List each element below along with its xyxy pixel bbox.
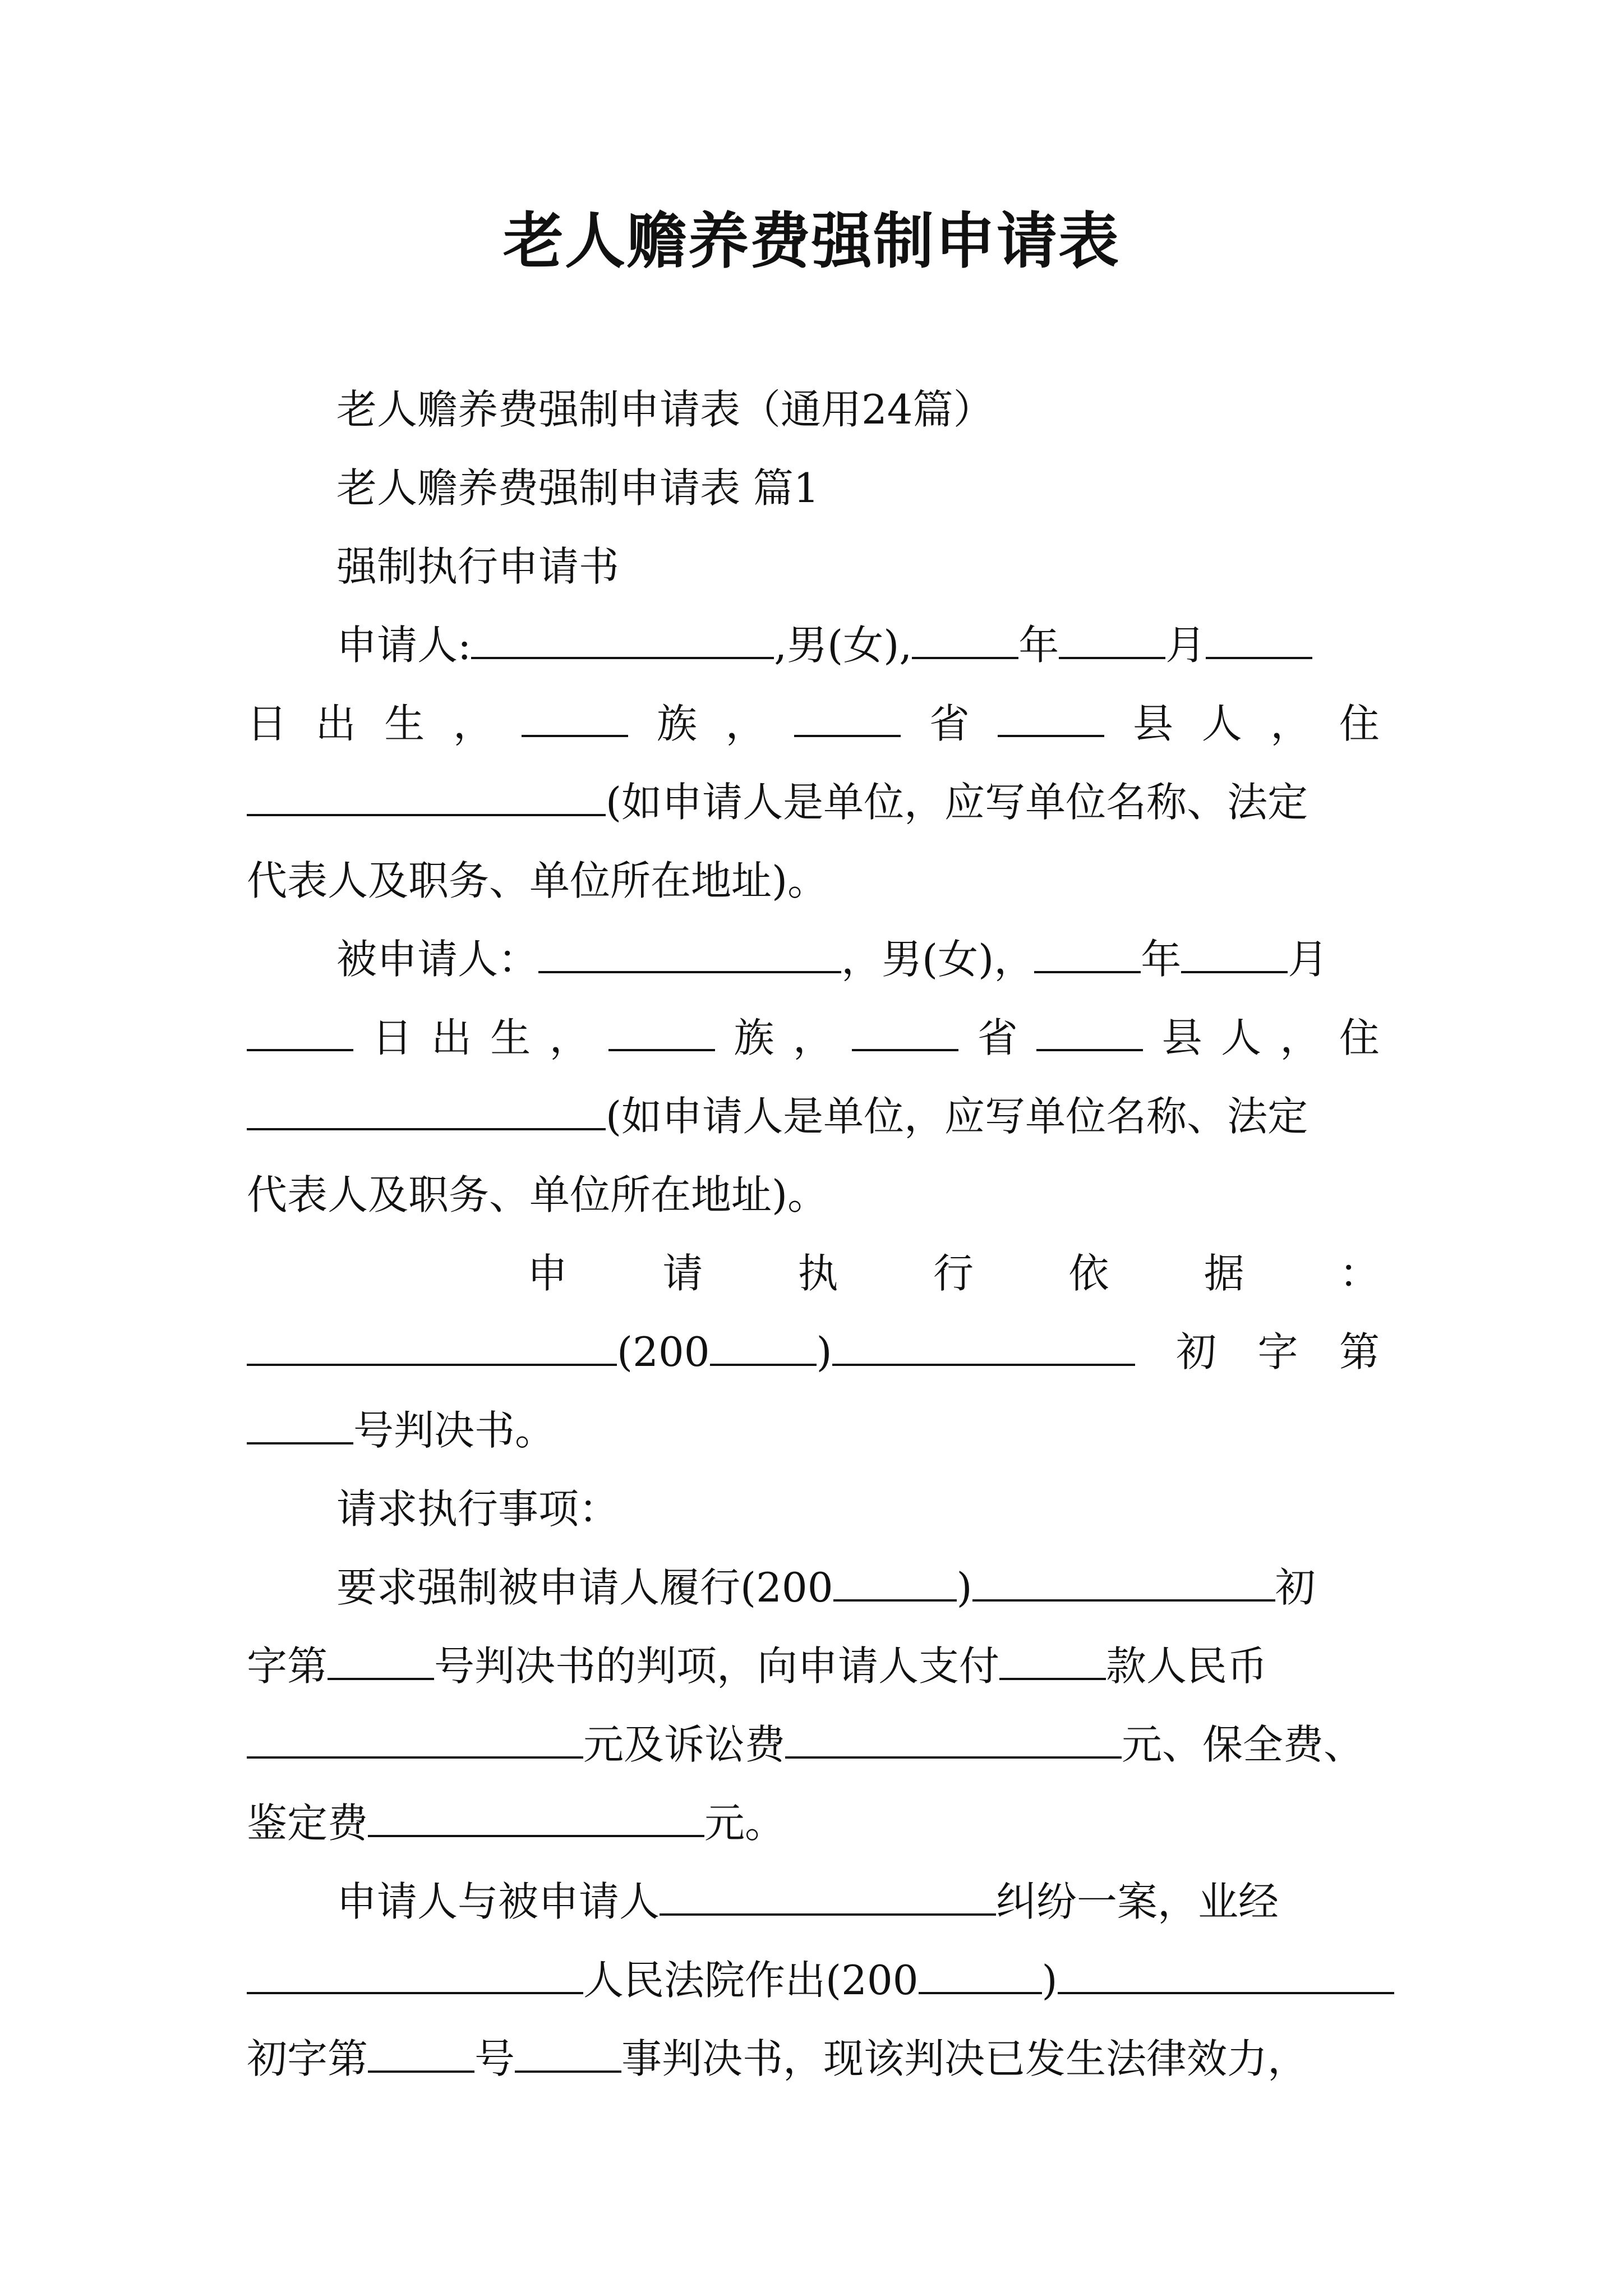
applicant-live-label: 住 bbox=[1339, 700, 1380, 747]
basis-line-2 bbox=[247, 1324, 1380, 1380]
respondent-line-1 bbox=[336, 931, 1328, 987]
applicant-month-label: 月 bbox=[1165, 622, 1206, 669]
respondent-comma-2: ， bbox=[792, 1014, 833, 1061]
request-line-4 bbox=[247, 1795, 785, 1851]
request-amount-blank bbox=[247, 1717, 583, 1759]
basis-chu: 初 bbox=[1176, 1328, 1217, 1375]
respondent-day-label: 日 bbox=[372, 1014, 413, 1061]
facts-code-blank bbox=[1058, 1953, 1394, 1994]
respondent-province-label: 省 bbox=[977, 1014, 1018, 1061]
facts-line-2 bbox=[247, 1952, 1394, 2008]
applicant-person-label: 人 bbox=[1201, 700, 1242, 747]
respondent-comma-1: ， bbox=[549, 1014, 590, 1061]
respondent-address-blank bbox=[247, 1089, 606, 1130]
basis-court-blank bbox=[247, 1324, 617, 1366]
facts-l3c: 事判决书，现该判决已发生法律效力， bbox=[621, 2035, 1308, 2082]
facts-type-blank bbox=[515, 2031, 621, 2073]
basis-year-close: ) bbox=[816, 1328, 832, 1375]
basis-code-blank bbox=[832, 1324, 1135, 1366]
applicant-born-1: 出 bbox=[315, 700, 356, 747]
applicant-comma-1: ， bbox=[453, 700, 494, 747]
applicant-line-3 bbox=[247, 774, 1308, 830]
request-litigation-blank bbox=[785, 1717, 1122, 1759]
section-heading: 老人赡养费强制申请表 篇1 bbox=[336, 464, 819, 512]
respondent-year-blank bbox=[1034, 932, 1141, 973]
facts-line-3 bbox=[247, 2031, 1308, 2087]
request-l2c: 款人民币 bbox=[1106, 1642, 1268, 1690]
facts-dispute-blank bbox=[660, 1874, 996, 1916]
basis-char-2: 请 bbox=[662, 1250, 703, 1297]
basis-heading bbox=[527, 1245, 1380, 1301]
facts-line-1 bbox=[336, 1874, 1279, 1930]
respondent-gender: ，男(女)， bbox=[841, 936, 1035, 983]
respondent-line-3 bbox=[247, 1088, 1308, 1144]
respondent-person-label: 人 bbox=[1221, 1014, 1262, 1061]
applicant-county-blank bbox=[998, 696, 1104, 737]
respondent-label: 被申请人： bbox=[336, 936, 539, 983]
applicant-day-blank bbox=[1206, 618, 1312, 659]
applicant-year-blank bbox=[912, 618, 1018, 659]
basis-char-1: 申 bbox=[527, 1250, 568, 1297]
request-l3a: 元及诉讼费 bbox=[583, 1721, 786, 1768]
respondent-county-blank bbox=[1036, 1010, 1143, 1051]
applicant-line-2 bbox=[247, 696, 1380, 752]
request-l1a: 要求强制被申请人履行(200 bbox=[336, 1564, 833, 1611]
request-l4a: 鉴定费 bbox=[247, 1800, 368, 1847]
respondent-month-label: 月 bbox=[1288, 936, 1329, 983]
applicant-month-blank bbox=[1059, 618, 1165, 659]
applicant-year-label: 年 bbox=[1018, 622, 1059, 669]
facts-l2b: ) bbox=[1041, 1957, 1058, 2004]
facts-l1b: 纠纷一案，业经 bbox=[996, 1878, 1279, 1925]
request-l1b: ) bbox=[956, 1564, 972, 1611]
applicant-county-label: 县 bbox=[1133, 700, 1174, 747]
applicant-province-label: 省 bbox=[929, 700, 970, 747]
basis-char-3: 执 bbox=[797, 1250, 838, 1297]
facts-l3a: 初字第 bbox=[247, 2035, 368, 2082]
facts-l3b: 号 bbox=[474, 2035, 515, 2082]
facts-l2a: 人民法院作出(200 bbox=[583, 1957, 919, 2004]
applicant-address-blank bbox=[247, 775, 606, 816]
respondent-ethnic-label: 族 bbox=[734, 1014, 774, 1061]
applicant-ethnic-label: 族 bbox=[657, 700, 698, 747]
respondent-line-2 bbox=[247, 1010, 1380, 1066]
respondent-note-2: 代表人及职务、单位所在地址)。 bbox=[247, 1171, 828, 1218]
respondent-ethnic-blank bbox=[608, 1010, 715, 1051]
basis-year-open: (200 bbox=[617, 1328, 710, 1375]
facts-year-blank bbox=[919, 1953, 1042, 1994]
request-l4b: 元。 bbox=[704, 1800, 786, 1847]
request-code-blank bbox=[972, 1560, 1275, 1602]
request-type-blank bbox=[999, 1639, 1106, 1680]
applicant-label: 申请人: bbox=[336, 622, 472, 669]
applicant-born-2: 生 bbox=[384, 700, 425, 747]
basis-line-3 bbox=[247, 1402, 555, 1458]
applicant-name-blank bbox=[471, 618, 774, 659]
request-line-3 bbox=[247, 1717, 1364, 1773]
basis-char-4: 行 bbox=[933, 1250, 974, 1297]
respondent-province-blank bbox=[852, 1010, 958, 1051]
applicant-province-blank bbox=[794, 696, 901, 737]
respondent-name-blank bbox=[538, 932, 841, 973]
request-number-blank bbox=[328, 1639, 434, 1680]
basis-year-blank bbox=[710, 1324, 817, 1366]
respondent-comma-3: ， bbox=[1280, 1014, 1321, 1061]
respondent-year-label: 年 bbox=[1141, 936, 1182, 983]
request-l2b: 号判决书的判项，向申请人支付 bbox=[434, 1642, 1000, 1690]
applicant-ethnic-blank bbox=[522, 696, 628, 737]
basis-end: 号判决书。 bbox=[353, 1407, 556, 1454]
respondent-live-label: 住 bbox=[1339, 1014, 1380, 1061]
request-appraisal-blank bbox=[368, 1796, 704, 1837]
applicant-day-label: 日 bbox=[247, 700, 288, 747]
facts-l1a: 申请人与被申请人 bbox=[336, 1878, 660, 1925]
respondent-note: (如申请人是单位，应写单位名称、法定 bbox=[606, 1093, 1308, 1140]
facts-court-blank bbox=[247, 1953, 583, 1994]
applicant-line-1 bbox=[336, 617, 1312, 673]
basis-di: 第 bbox=[1339, 1328, 1380, 1375]
request-l3b: 元、保全费、 bbox=[1122, 1721, 1364, 1768]
applicant-gender: ,男(女), bbox=[774, 622, 912, 669]
request-line-1 bbox=[336, 1559, 1316, 1616]
document-title: 老人赡养费强制申请表 bbox=[502, 206, 1120, 277]
applicant-comma-2: ， bbox=[725, 700, 766, 747]
basis-case-group bbox=[247, 1324, 1135, 1380]
request-l1c: 初 bbox=[1275, 1564, 1316, 1611]
applicant-note-2: 代表人及职务、单位所在地址)。 bbox=[247, 857, 828, 904]
request-year-blank bbox=[833, 1560, 957, 1602]
basis-number-blank bbox=[247, 1403, 353, 1444]
basis-zi: 字 bbox=[1257, 1328, 1298, 1375]
respondent-born-2: 生 bbox=[490, 1014, 531, 1061]
respondent-county-label: 县 bbox=[1161, 1014, 1202, 1061]
respondent-month-blank bbox=[1181, 932, 1288, 973]
request-line-2 bbox=[247, 1638, 1267, 1694]
doc-name: 强制执行申请书 bbox=[336, 543, 620, 590]
basis-char-5: 依 bbox=[1068, 1250, 1109, 1297]
respondent-born-1: 出 bbox=[431, 1014, 472, 1061]
applicant-comma-3: ， bbox=[1270, 700, 1311, 747]
applicant-note: (如申请人是单位，应写单位名称、法定 bbox=[606, 779, 1308, 826]
respondent-day-blank bbox=[247, 1010, 353, 1051]
items-heading: 请求执行事项： bbox=[336, 1485, 620, 1533]
subtitle: 老人赡养费强制申请表（通用24篇） bbox=[336, 386, 994, 433]
basis-char-6: 据 bbox=[1204, 1250, 1244, 1297]
facts-number-blank bbox=[368, 2031, 474, 2073]
basis-char-7: ： bbox=[1339, 1250, 1380, 1297]
request-l2a: 字第 bbox=[247, 1642, 328, 1690]
